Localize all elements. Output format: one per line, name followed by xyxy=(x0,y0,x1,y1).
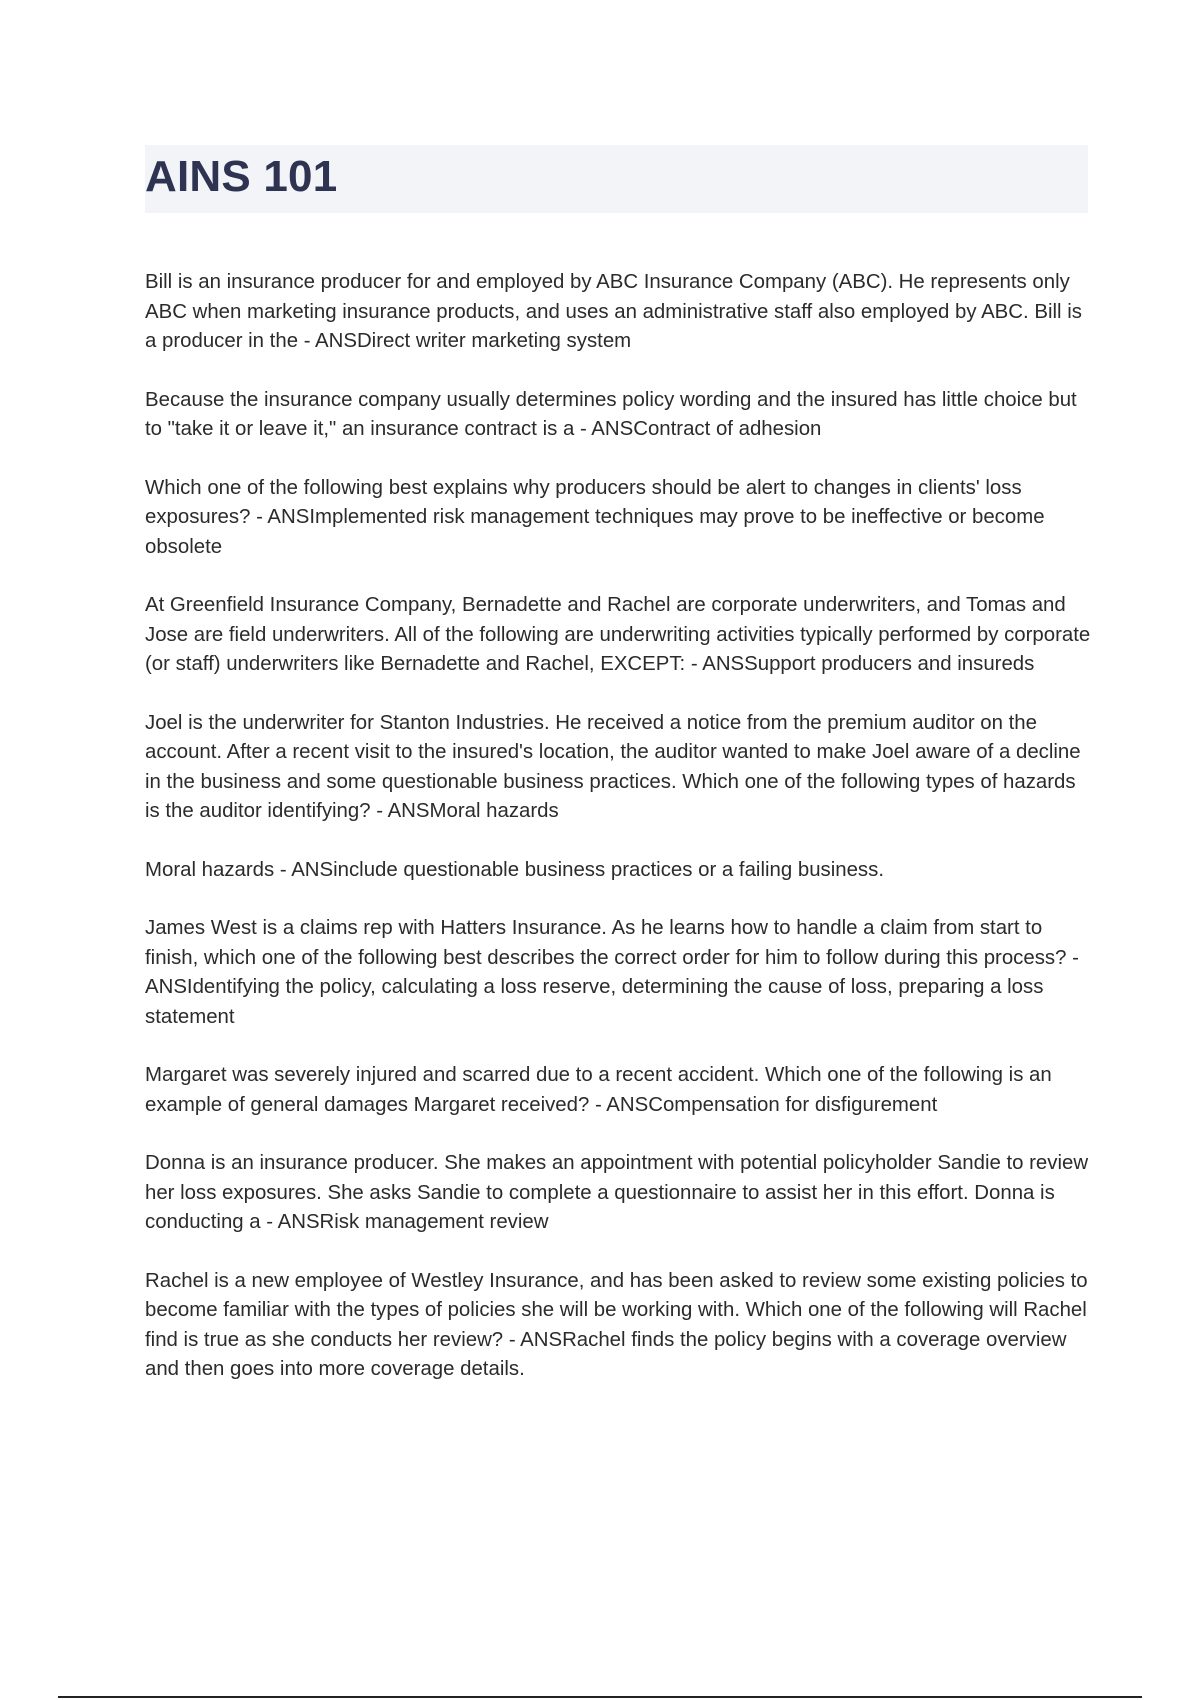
qa-item: Which one of the following best explains why producers should be alert to changes in clients' loss exposures? - ANSImplemented risk management techniques may prove to be ineffective or become obsolete xyxy=(145,476,1045,558)
title-banner xyxy=(145,145,1088,213)
qa-item: Bill is an insurance producer for and employed by ABC Insurance Company (ABC). He represents only ABC when marketing insurance products, and uses an administrative staff also employed by ABC. Bill is a producer in the - ANSDirect writer marketing system xyxy=(145,271,1082,352)
qa-item: Margaret was severely injured and scarred due to a recent accident. Which one of the following is an example of general damages Margaret received? - ANSCompensation for disfigurement xyxy=(145,1064,1052,1116)
qa-item: Joel is the underwriter for Stanton Industries. He received a notice from the premium auditor on the account. After a recent visit to the insured's location, the auditor wanted to make Joel aware of a decline in the business and some questionable business practices. Which one of the following types of hazards is the auditor identifying? - ANSMoral hazards xyxy=(145,711,1081,822)
qa-item: Because the insurance company usually determines policy wording and the insured has little choice but to "take it or leave it," an insurance contract is a - ANSContract of adhesion xyxy=(145,388,1077,440)
footer-divider xyxy=(58,1696,1142,1698)
qa-item: James West is a claims rep with Hatters Insurance. As he learns how to handle a claim from start to finish, which one of the following best describes the correct order for him to follow during this process? - ANSIdentifying the policy, calculating a loss reserve, determining the cause of loss, preparing a loss statement xyxy=(145,917,1079,1028)
qa-item: Donna is an insurance producer. She makes an appointment with potential policyholder Sandie to review her loss exposures. She asks Sandie to complete a questionnaire to assist her in this effort. Donna is conducting a - ANSRisk management review xyxy=(145,1152,1089,1233)
qa-item: At Greenfield Insurance Company, Bernadette and Rachel are corporate underwriters, and Tomas and Jose are field underwriters. All of the following are underwriting activities typically performed by corporate (or staff) underwriters like Bernadette and Rachel, EXCEPT: - ANSSupport producers and insureds xyxy=(145,594,1091,675)
qa-item: Rachel is a new employee of Westley Insurance, and has been asked to review some existing policies to become familiar with the types of policies she will be working with. Which one of the following will Rachel find is true as she conducts her review? - ANSRachel finds the policy begins with a coverage overview and then goes into more coverage details. xyxy=(145,1269,1088,1380)
qa-item: Moral hazards - ANSinclude questionable business practices or a failing business. xyxy=(145,858,884,881)
page-title: AINS 101 xyxy=(145,152,338,201)
qa-list xyxy=(145,268,1095,1414)
